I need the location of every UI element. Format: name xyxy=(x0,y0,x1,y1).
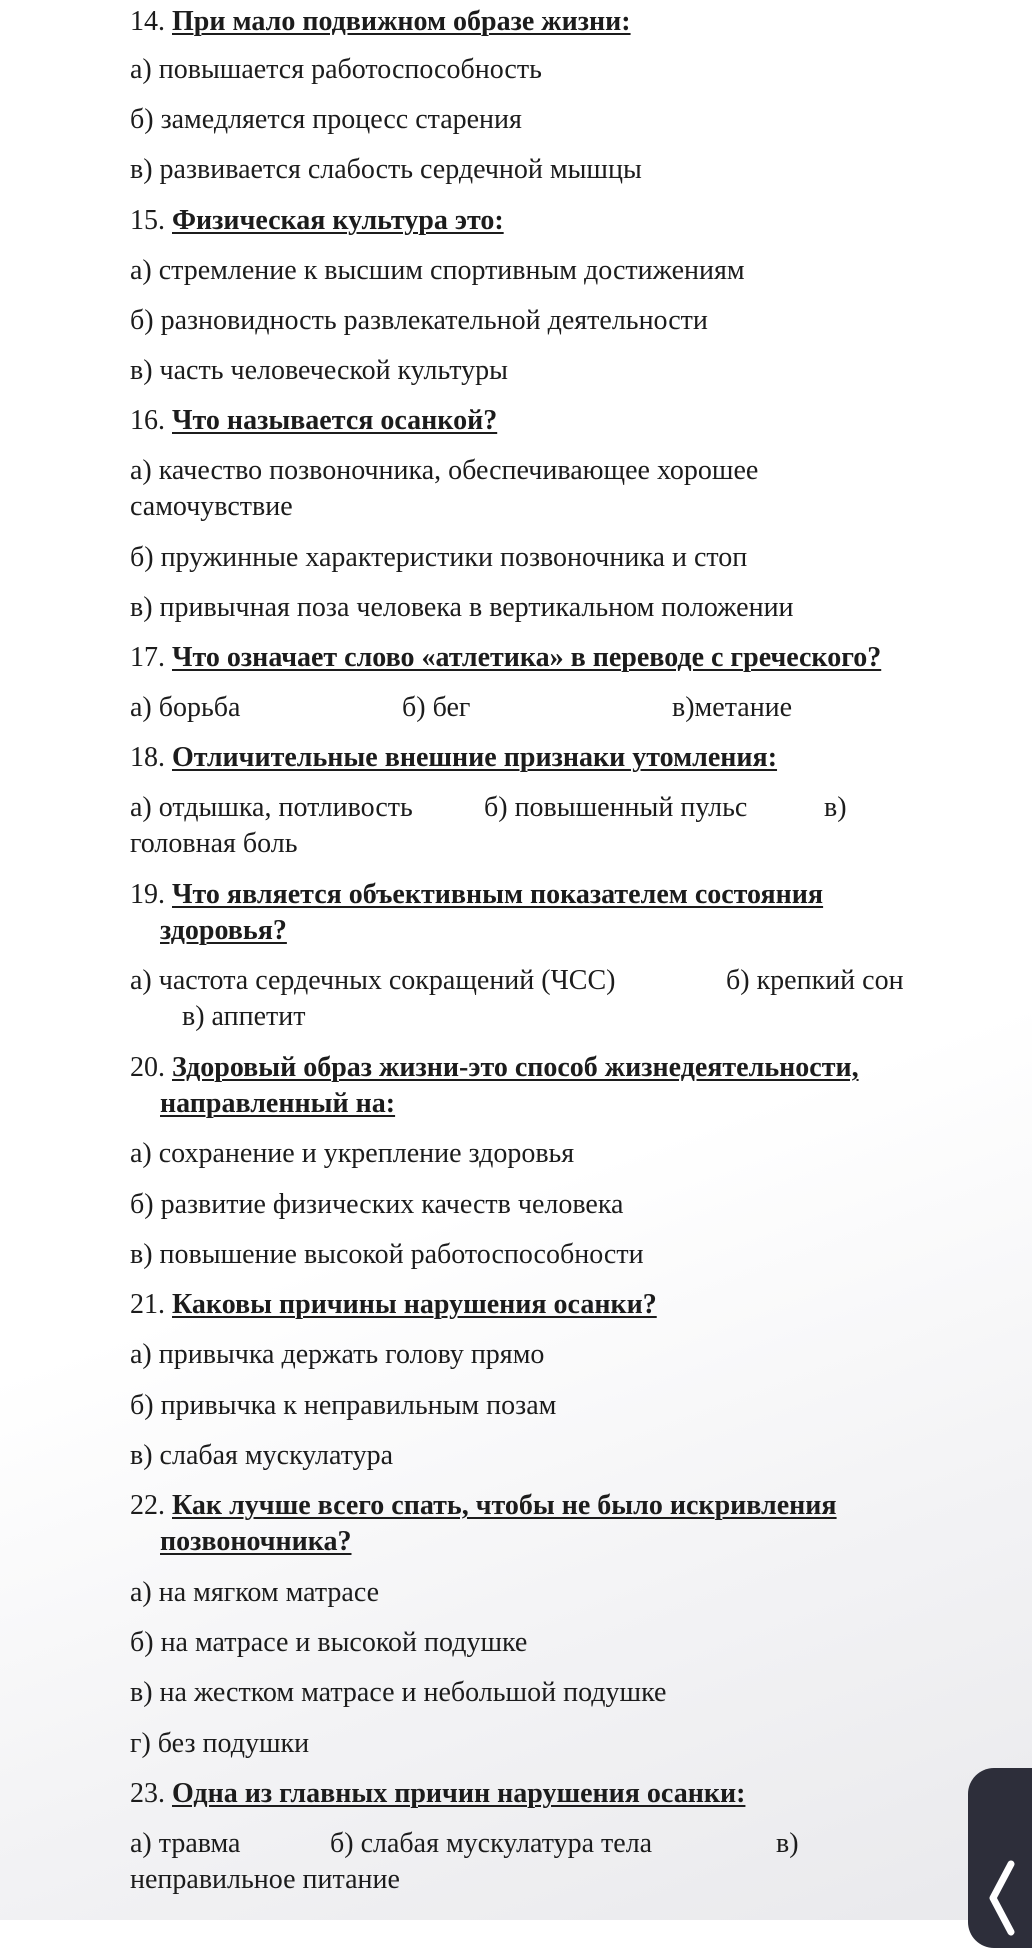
question-text-continued: направленный на: xyxy=(160,1088,396,1119)
question-number: 21. xyxy=(130,1289,165,1320)
answer-option: в) часть человеческой культуры xyxy=(130,355,508,386)
answer-option: а) стремление к высшим спортивным достижениям xyxy=(130,255,745,286)
question-number: 22. xyxy=(130,1490,165,1521)
question-number: 16. xyxy=(130,405,165,436)
question-text-continued: здоровья? xyxy=(160,915,287,946)
question-number: 14. xyxy=(130,6,165,37)
question-22 xyxy=(130,1488,837,1524)
answer-option-continued: самочувствие xyxy=(130,491,293,522)
side-panel-tab[interactable] xyxy=(968,1768,1032,1948)
question-17 xyxy=(130,640,881,676)
question-number: 20. xyxy=(130,1052,165,1083)
question-number: 15. xyxy=(130,205,165,236)
chevron-left-icon xyxy=(981,1858,1021,1938)
answer-option: в) развивается слабость сердечной мышцы xyxy=(130,154,642,185)
question-text: Что называется осанкой? xyxy=(172,405,498,436)
question-15 xyxy=(130,203,504,239)
answer-option: б) привычка к неправильным позам xyxy=(130,1390,557,1421)
answer-option: а) травма xyxy=(130,1828,241,1859)
question-number: 18. xyxy=(130,742,165,773)
question-text: Здоровый образ жизни-это способ жизнедеятельности, xyxy=(172,1052,859,1083)
question-number: 17. xyxy=(130,642,165,673)
answer-option: в) слабая мускулатура xyxy=(130,1440,394,1471)
question-text: Каковы причины нарушения осанки? xyxy=(172,1289,657,1320)
answer-option: в) xyxy=(776,1828,799,1859)
answer-option: а) привычка держать голову прямо xyxy=(130,1339,545,1370)
question-number: 23. xyxy=(130,1778,165,1809)
question-16 xyxy=(130,403,497,439)
question-20 xyxy=(130,1050,859,1086)
answer-option: в) повышение высокой работоспособности xyxy=(130,1239,644,1270)
answer-option: б) развитие физических качеств человека xyxy=(130,1189,624,1220)
question-text: Что является объективным показателем состояния xyxy=(172,879,824,910)
answer-option: б) крепкий сон xyxy=(726,965,904,996)
answer-option: б) замедляется процесс старения xyxy=(130,104,522,135)
answer-option: б) на матрасе и высокой подушке xyxy=(130,1627,528,1658)
answer-option: в) привычная поза человека в вертикальном положении xyxy=(130,592,794,623)
question-19 xyxy=(130,877,823,913)
answer-option: а) сохранение и укрепление здоровья xyxy=(130,1138,575,1169)
answer-option: в)метание xyxy=(672,692,793,723)
answer-option: в) xyxy=(824,792,847,823)
answer-option: г) без подушки xyxy=(130,1728,310,1759)
question-text: Физическая культура это: xyxy=(172,205,504,236)
answer-option: а) борьба xyxy=(130,692,241,723)
question-23 xyxy=(130,1776,745,1812)
question-text: Как лучше всего спать, чтобы не было искривления xyxy=(172,1490,837,1521)
answer-option: б) слабая мускулатура тела xyxy=(330,1828,653,1859)
question-text: Одна из главных причин нарушения осанки: xyxy=(172,1778,746,1809)
question-number: 19. xyxy=(130,879,165,910)
answer-option-continued: головная боль xyxy=(130,828,298,859)
answer-option: а) на мягком матрасе xyxy=(130,1577,380,1608)
answer-option: а) качество позвоночника, обеспечивающее хорошее xyxy=(130,455,759,486)
answer-option: б) повышенный пульс xyxy=(484,792,748,823)
answer-option: а) повышается работоспособность xyxy=(130,54,542,85)
answer-option: в) на жестком матрасе и небольшой подушке xyxy=(130,1677,667,1708)
question-text: При мало подвижном образе жизни: xyxy=(172,6,631,37)
answer-option: б) бег xyxy=(402,692,471,723)
question-text: Отличительные внешние признаки утомления: xyxy=(172,742,778,773)
question-text: Что означает слово «атлетика» в переводе с греческого? xyxy=(172,642,882,673)
answer-option: в) аппетит xyxy=(182,1001,306,1032)
question-21 xyxy=(130,1287,657,1323)
question-14 xyxy=(130,4,631,40)
answer-option: а) частота сердечных сокращений (ЧСС) xyxy=(130,965,616,996)
answer-option-continued: неправильное питание xyxy=(130,1864,400,1895)
question-text-continued: позвоночника? xyxy=(160,1526,352,1557)
answer-option: а) отдышка, потливость xyxy=(130,792,413,823)
answer-option: б) разновидность развлекательной деятельности xyxy=(130,305,708,336)
answer-option: б) пружинные характеристики позвоночника и стоп xyxy=(130,542,748,573)
question-18 xyxy=(130,740,777,776)
